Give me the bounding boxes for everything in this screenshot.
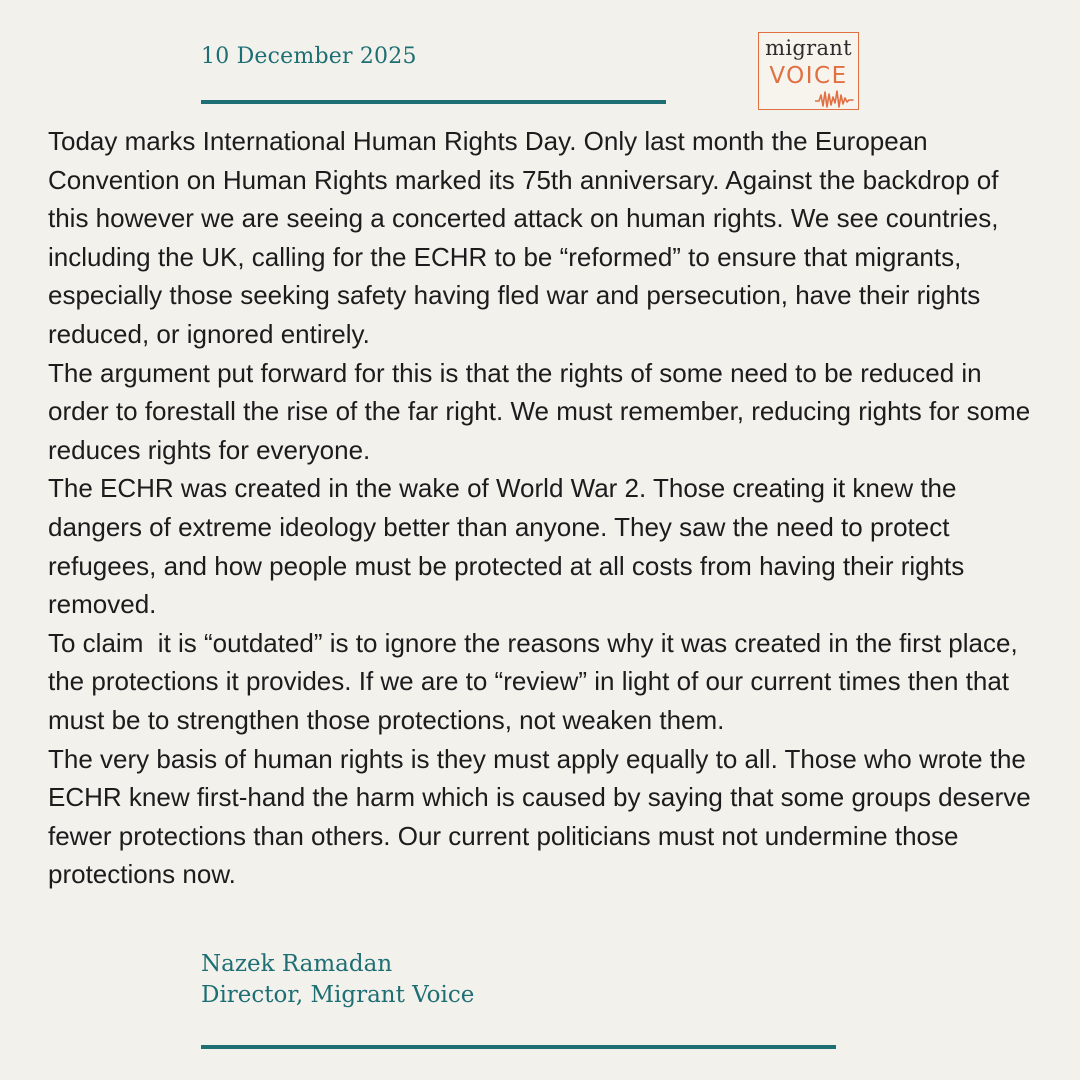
- signature-title: Director, Migrant Voice: [201, 982, 475, 1008]
- statement-body: [48, 122, 1038, 894]
- signature-name: Nazek Ramadan: [201, 951, 393, 977]
- sound-wave-icon: [815, 89, 859, 109]
- logo-line-2: VOICE: [769, 63, 848, 89]
- statement-paragraph-5: The very basis of human rights is they must apply equally to all. Those who wrote the ECHR knew first-hand the harm which is caused by saying that some groups deserve fewer protections than others. Our current politicians must not undermine those protections now.: [48, 743, 1038, 890]
- bottom-divider: [201, 1045, 836, 1049]
- statement-paragraph-2: The argument put forward for this is that the rights of some need to be reduced in order to forestall the rise of the far right. We must remember, reducing rights for some reduces rights for everyone.: [48, 357, 1038, 465]
- statement-date: 10 December 2025: [201, 44, 417, 69]
- statement-paragraph-1: Today marks International Human Rights Day. Only last month the European Convention on Human Rights marked its 75th anniversary. Against the backdrop of this however we are seeing a concerted attack on human rights. We see countries, including the UK, calling for the ECHR to be “reformed” to ensure that migrants, especially those seeking safety having fled war and persecution, have their rights reduced, or ignored entirely.: [48, 126, 1006, 349]
- statement-paragraph-3: The ECHR was created in the wake of World War 2. Those creating it knew the dangers of extreme ideology better than anyone. They saw the need to protect refugees, and how people must be protected at all costs from having their rights removed.: [48, 473, 972, 620]
- top-divider: [201, 100, 666, 104]
- signature-block: [201, 949, 474, 1011]
- logo-line-1: migrant: [765, 36, 852, 60]
- migrant-voice-logo: [758, 32, 859, 110]
- statement-paragraph-4: To claim it is “outdated” is to ignore the reasons why it was created in the first place, the protections it provides. If we are to “review” in light of our current times then that must be to strengthen those protections, not weaken them.: [48, 627, 1025, 735]
